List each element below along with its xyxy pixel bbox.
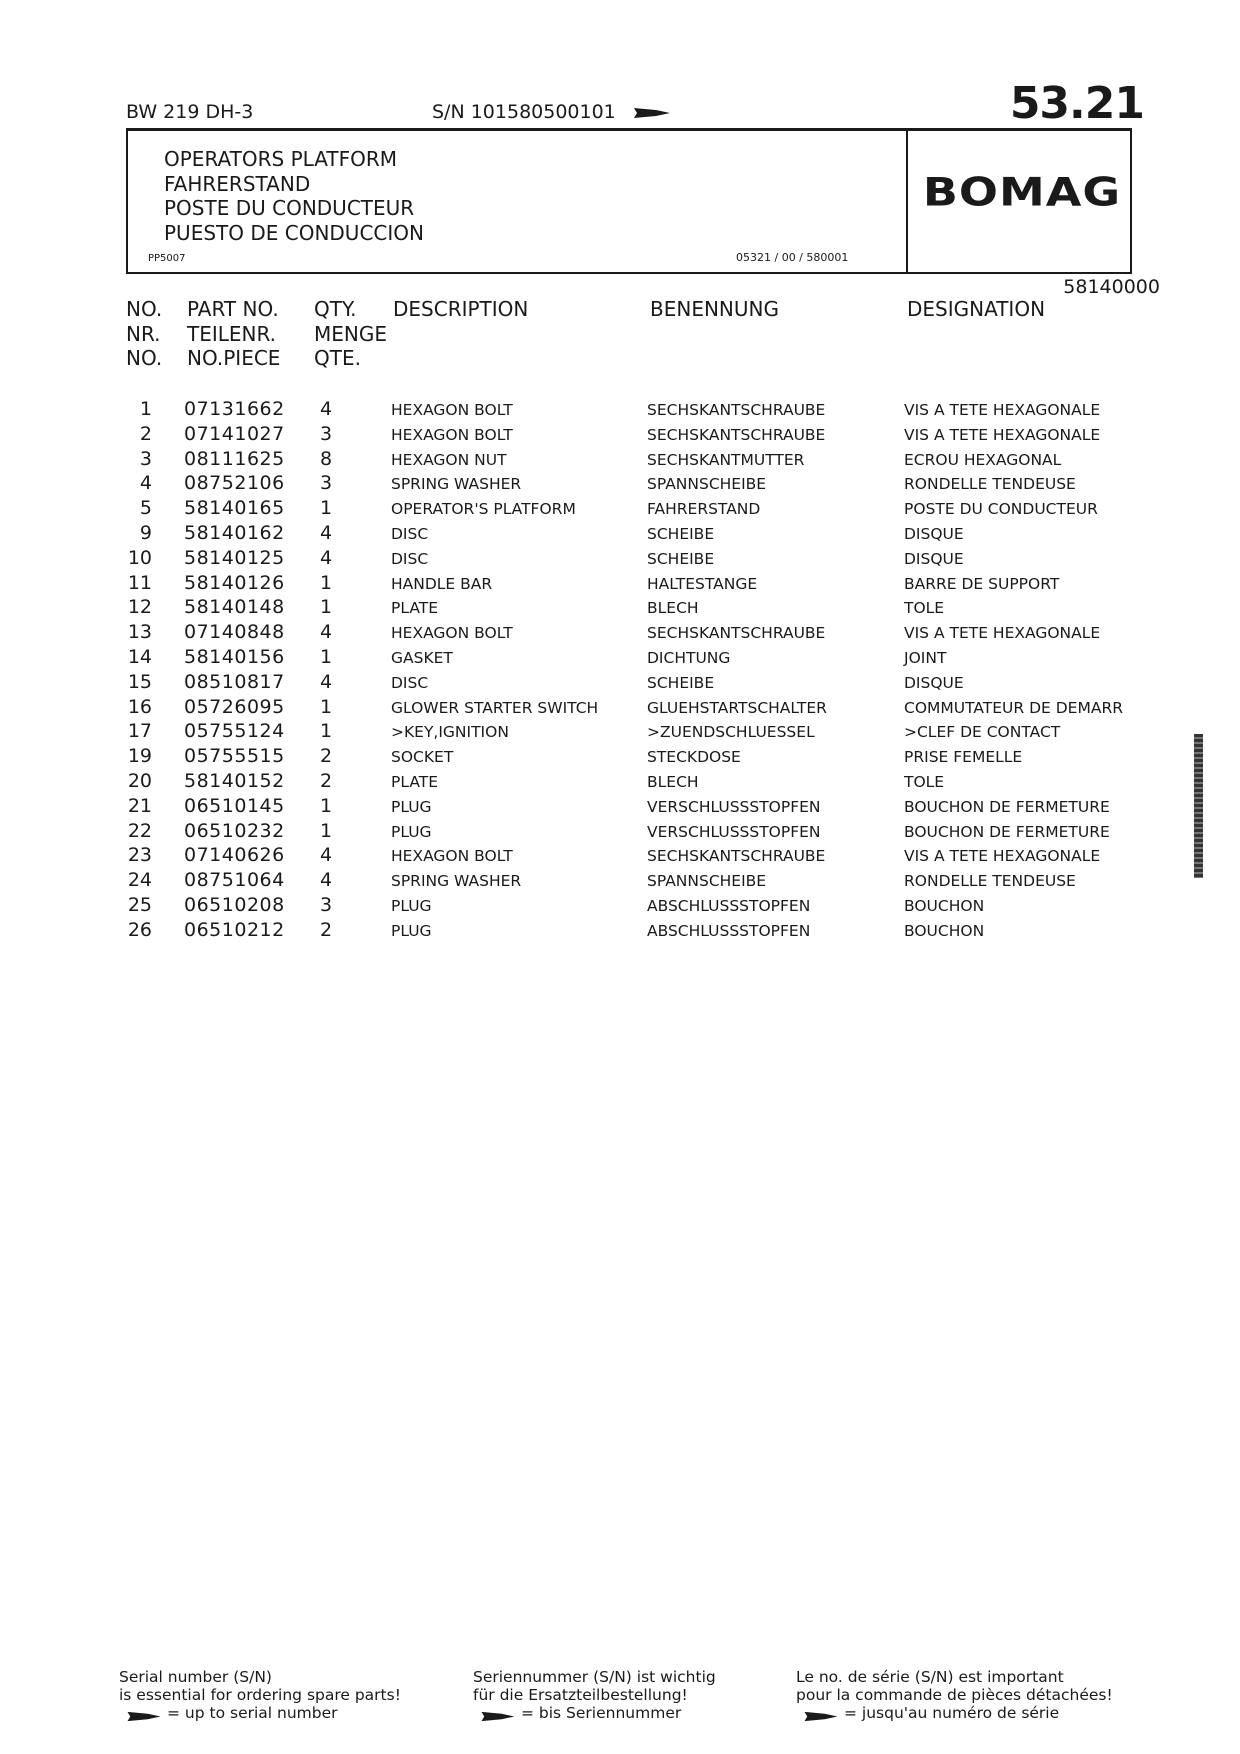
cell-quantity: 1 xyxy=(320,596,333,619)
cell-designation: >CLEF DE CONTACT xyxy=(904,723,1061,742)
section-titles xyxy=(164,147,424,245)
cell-description: DISC xyxy=(391,673,429,692)
cell-item-number: 20 xyxy=(127,769,152,792)
cell-description: GLOWER STARTER SWITCH xyxy=(391,698,599,717)
cell-part-number: 08752106 xyxy=(184,472,285,495)
title-en: OPERATORS PLATFORM xyxy=(164,147,397,171)
cell-quantity: 3 xyxy=(320,422,333,445)
table-row xyxy=(0,448,1240,473)
cell-benennung: SPANNSCHEIBE xyxy=(647,475,767,494)
cell-part-number: 07140626 xyxy=(184,844,285,867)
footer-en-line1: Serial number (S/N) xyxy=(119,1668,272,1686)
cell-benennung: SPANNSCHEIBE xyxy=(647,872,767,891)
cell-designation: RONDELLE TENDEUSE xyxy=(904,475,1076,494)
cell-benennung: ABSCHLUSSSTOPFEN xyxy=(647,896,811,915)
cell-part-number: 58140152 xyxy=(184,769,285,792)
parts-table xyxy=(0,398,1240,944)
cell-benennung: ABSCHLUSSSTOPFEN xyxy=(647,921,811,940)
title-block xyxy=(126,128,1132,274)
cell-description: PLUG xyxy=(391,896,432,915)
col-header-no-en: NO. xyxy=(126,297,163,321)
title-de: FAHRERSTAND xyxy=(164,171,311,196)
cell-item-number: 10 xyxy=(127,546,152,569)
cell-description: HEXAGON NUT xyxy=(391,450,507,469)
cell-designation: BOUCHON xyxy=(904,896,985,915)
col-header-no xyxy=(126,297,162,371)
cell-benennung: SCHEIBE xyxy=(647,549,715,568)
table-row xyxy=(0,472,1240,497)
cell-quantity: 4 xyxy=(320,869,333,892)
cell-part-number: 08111625 xyxy=(184,447,285,470)
cell-item-number: 2 xyxy=(139,422,152,445)
cell-description: HEXAGON BOLT xyxy=(391,624,513,643)
cell-item-number: 9 xyxy=(139,521,152,544)
cell-description: HANDLE BAR xyxy=(391,574,493,593)
table-row xyxy=(0,522,1240,547)
footer-de-line3 xyxy=(473,1704,716,1722)
table-row xyxy=(0,745,1240,770)
cell-quantity: 2 xyxy=(320,769,333,792)
footer-de-arrow-text: = bis Seriennummer xyxy=(521,1704,682,1722)
document-reference: 05321 / 00 / 580001 xyxy=(736,251,849,264)
cell-item-number: 14 xyxy=(127,645,152,668)
cell-benennung: HALTESTANGE xyxy=(647,574,758,593)
cell-quantity: 3 xyxy=(320,472,333,495)
cell-benennung: VERSCHLUSSSTOPFEN xyxy=(647,822,821,841)
cell-designation: BOUCHON DE FERMETURE xyxy=(904,797,1110,816)
footer-de-line2: für die Ersatzteilbestellung! xyxy=(473,1686,688,1704)
cell-description: PLATE xyxy=(391,599,438,618)
cell-benennung: SECHSKANTSCHRAUBE xyxy=(647,425,826,444)
table-row xyxy=(0,646,1240,671)
cell-description: HEXAGON BOLT xyxy=(391,425,513,444)
cell-part-number: 08751064 xyxy=(184,869,285,892)
cell-quantity: 4 xyxy=(320,844,333,867)
right-arrow-icon xyxy=(634,107,670,119)
col-header-part-fr: NO.PIECE xyxy=(187,346,281,370)
cell-item-number: 23 xyxy=(127,844,152,867)
cell-part-number: 58140148 xyxy=(184,596,285,619)
cell-part-number: 58140162 xyxy=(184,521,285,544)
cell-part-number: 08510817 xyxy=(184,670,285,693)
cell-item-number: 1 xyxy=(139,398,152,420)
table-row xyxy=(0,820,1240,845)
footer-en-line2: is essential for ordering spare parts! xyxy=(119,1686,401,1704)
cell-designation: TOLE xyxy=(904,599,945,618)
cell-item-number: 11 xyxy=(127,571,152,594)
col-header-part-en: PART NO. xyxy=(187,297,279,321)
cell-part-number: 06510232 xyxy=(184,819,285,842)
cell-designation: VIS A TETE HEXAGONALE xyxy=(904,624,1101,643)
cell-description: HEXAGON BOLT xyxy=(391,401,513,419)
table-row xyxy=(0,621,1240,646)
cell-quantity: 1 xyxy=(320,794,333,817)
cell-item-number: 24 xyxy=(127,869,152,892)
cell-description: PLUG xyxy=(391,921,432,940)
right-arrow-icon xyxy=(804,1708,838,1719)
table-row xyxy=(0,919,1240,944)
cell-designation: COMMUTATEUR DE DEMARR xyxy=(904,698,1123,717)
cell-part-number: 05726095 xyxy=(184,695,285,718)
cell-quantity: 1 xyxy=(320,819,333,842)
cell-benennung: GLUEHSTARTSCHALTER xyxy=(647,698,827,717)
cell-designation: VIS A TETE HEXAGONALE xyxy=(904,847,1101,866)
right-arrow-icon xyxy=(127,1708,161,1719)
col-header-benennung: BENENNUNG xyxy=(650,297,779,321)
cell-description: SOCKET xyxy=(391,748,454,767)
cell-quantity: 1 xyxy=(320,497,333,520)
brand-logo: BOMAG xyxy=(922,169,1122,215)
cell-designation: BARRE DE SUPPORT xyxy=(904,574,1060,593)
col-header-part xyxy=(187,297,280,371)
cell-description: PLATE xyxy=(391,772,438,791)
col-header-designation: DESIGNATION xyxy=(907,297,1046,321)
table-row xyxy=(0,894,1240,919)
table-row xyxy=(0,770,1240,795)
serial-text: S/N 101580500101 xyxy=(432,101,616,123)
footer-en-arrow-text: = up to serial number xyxy=(167,1704,338,1722)
footer-fr-line3 xyxy=(796,1704,1113,1722)
footer-german xyxy=(473,1668,716,1722)
cell-description: OPERATOR'S PLATFORM xyxy=(391,500,576,519)
cell-item-number: 26 xyxy=(127,918,152,941)
footer-french xyxy=(796,1668,1113,1722)
title-es: PUESTO DE CONDUCCION xyxy=(164,220,424,245)
cell-item-number: 16 xyxy=(127,695,152,718)
cell-part-number: 06510145 xyxy=(184,794,285,817)
title-block-divider xyxy=(906,128,908,272)
cell-designation: DISQUE xyxy=(904,524,964,543)
cell-benennung: SECHSKANTSCHRAUBE xyxy=(647,401,826,419)
cell-part-number: 58140126 xyxy=(184,571,285,594)
table-row xyxy=(0,720,1240,745)
cell-quantity: 1 xyxy=(320,720,333,743)
cell-item-number: 13 xyxy=(127,621,152,644)
cell-item-number: 3 xyxy=(139,447,152,470)
col-header-description: DESCRIPTION xyxy=(393,297,529,321)
cell-part-number: 05755124 xyxy=(184,720,285,743)
cell-item-number: 21 xyxy=(127,794,152,817)
col-header-no-de: NR. xyxy=(126,321,161,346)
cell-part-number: 58140165 xyxy=(184,497,285,520)
footer-fr-arrow-text: = jusqu'au numéro de série xyxy=(844,1704,1060,1722)
cell-item-number: 19 xyxy=(127,745,152,768)
cell-benennung: SECHSKANTSCHRAUBE xyxy=(647,624,826,643)
cell-benennung: BLECH xyxy=(647,599,699,618)
cell-designation: ECROU HEXAGONAL xyxy=(904,450,1062,469)
cell-part-number: 06510208 xyxy=(184,893,285,916)
cell-quantity: 2 xyxy=(320,745,333,768)
cell-designation: RONDELLE TENDEUSE xyxy=(904,872,1076,891)
cell-benennung: SCHEIBE xyxy=(647,524,715,543)
footer-fr-line1: Le no. de série (S/N) est important xyxy=(796,1668,1064,1686)
cell-designation: TOLE xyxy=(904,772,945,791)
cell-designation: POSTE DU CONDUCTEUR xyxy=(904,500,1098,519)
title-fr: POSTE DU CONDUCTEUR xyxy=(164,196,415,220)
table-row xyxy=(0,423,1240,448)
cell-benennung: SECHSKANTSCHRAUBE xyxy=(647,847,826,866)
cell-quantity: 4 xyxy=(320,398,333,420)
cell-benennung: >ZUENDSCHLUESSEL xyxy=(647,723,815,742)
cell-quantity: 3 xyxy=(320,893,333,916)
serial-number xyxy=(432,101,670,123)
cell-quantity: 1 xyxy=(320,571,333,594)
cell-quantity: 4 xyxy=(320,670,333,693)
cell-description: >KEY,IGNITION xyxy=(391,723,509,742)
cell-designation: VIS A TETE HEXAGONALE xyxy=(904,425,1101,444)
table-row xyxy=(0,497,1240,522)
cell-benennung: STECKDOSE xyxy=(647,748,741,767)
cell-item-number: 4 xyxy=(139,472,152,495)
group-number: 58140000 xyxy=(1063,276,1160,298)
table-row xyxy=(0,671,1240,696)
cell-part-number: 06510212 xyxy=(184,918,285,941)
cell-designation: BOUCHON xyxy=(904,921,985,940)
cell-item-number: 15 xyxy=(127,670,152,693)
cell-description: HEXAGON BOLT xyxy=(391,847,513,866)
table-row xyxy=(0,869,1240,894)
cell-item-number: 22 xyxy=(127,819,152,842)
footer-en-line3 xyxy=(119,1704,401,1722)
table-row xyxy=(0,547,1240,572)
cell-part-number: 05755515 xyxy=(184,745,285,768)
table-row xyxy=(0,398,1240,423)
col-header-qty-en: QTY. xyxy=(314,297,357,321)
footer-english xyxy=(119,1668,401,1722)
cell-part-number: 58140125 xyxy=(184,546,285,569)
cell-description: SPRING WASHER xyxy=(391,475,522,494)
footer-fr-line2: pour la commande de pièces détachées! xyxy=(796,1686,1113,1704)
cell-quantity: 1 xyxy=(320,645,333,668)
col-header-qty-de: MENGE xyxy=(314,321,387,346)
table-row xyxy=(0,696,1240,721)
table-row xyxy=(0,844,1240,869)
cell-quantity: 2 xyxy=(320,918,333,941)
cell-quantity: 8 xyxy=(320,447,333,470)
cell-description: SPRING WASHER xyxy=(391,872,522,891)
cell-description: PLUG xyxy=(391,797,432,816)
cell-designation: JOINT xyxy=(904,648,947,667)
footer-de-line1: Seriennummer (S/N) ist wichtig xyxy=(473,1668,716,1686)
cell-item-number: 25 xyxy=(127,893,152,916)
table-row xyxy=(0,572,1240,597)
cell-part-number: 58140156 xyxy=(184,645,285,668)
cell-description: DISC xyxy=(391,524,429,543)
cell-benennung: SECHSKANTMUTTER xyxy=(647,450,805,469)
cell-benennung: SCHEIBE xyxy=(647,673,715,692)
cell-quantity: 4 xyxy=(320,521,333,544)
cell-benennung: BLECH xyxy=(647,772,699,791)
image-reference: PP5007 xyxy=(148,253,186,264)
model-name: BW 219 DH-3 xyxy=(126,101,254,123)
page-number: 53.21 xyxy=(1009,78,1144,129)
cell-item-number: 5 xyxy=(139,497,152,520)
col-header-no-fr: NO. xyxy=(126,346,163,370)
cell-benennung: FAHRERSTAND xyxy=(647,500,761,519)
cell-description: DISC xyxy=(391,549,429,568)
cell-designation: PRISE FEMELLE xyxy=(904,748,1023,767)
table-row xyxy=(0,596,1240,621)
cell-designation: DISQUE xyxy=(904,673,964,692)
cell-item-number: 17 xyxy=(127,720,152,743)
cell-benennung: VERSCHLUSSSTOPFEN xyxy=(647,797,821,816)
cell-item-number: 12 xyxy=(127,596,152,619)
col-header-qty-fr: QTE. xyxy=(314,346,361,370)
cell-description: PLUG xyxy=(391,822,432,841)
cell-quantity: 4 xyxy=(320,621,333,644)
table-row xyxy=(0,795,1240,820)
cell-part-number: 07140848 xyxy=(184,621,285,644)
col-header-qty xyxy=(314,297,387,371)
cell-designation: BOUCHON DE FERMETURE xyxy=(904,822,1110,841)
cell-quantity: 1 xyxy=(320,695,333,718)
cell-benennung: DICHTUNG xyxy=(647,648,731,667)
cell-designation: DISQUE xyxy=(904,549,964,568)
cell-designation: VIS A TETE HEXAGONALE xyxy=(904,401,1101,419)
col-header-part-de: TEILENR. xyxy=(187,321,277,346)
cell-quantity: 4 xyxy=(320,546,333,569)
cell-part-number: 07131662 xyxy=(184,398,285,420)
right-arrow-icon xyxy=(481,1708,515,1719)
scan-edge-mark xyxy=(1194,734,1203,878)
cell-part-number: 07141027 xyxy=(184,422,285,445)
cell-description: GASKET xyxy=(391,648,453,667)
